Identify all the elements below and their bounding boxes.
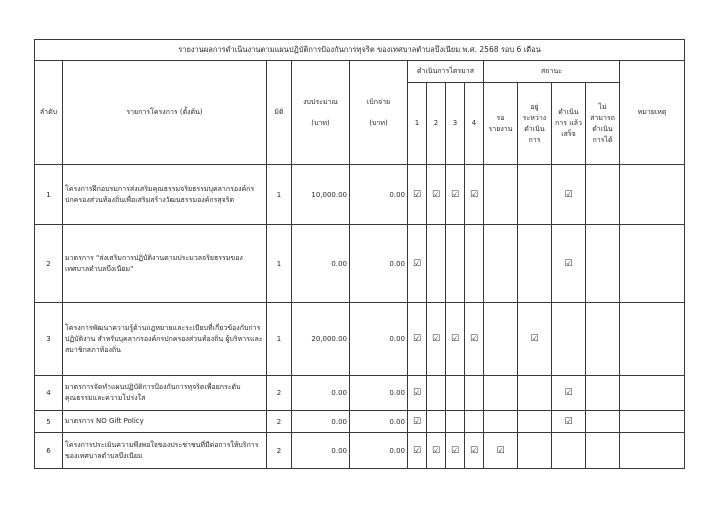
row-remark (620, 225, 685, 303)
row-budget: 10,000.00 (292, 165, 350, 225)
row-remark (620, 303, 685, 376)
row-remark (620, 433, 685, 469)
quarter-cell (408, 411, 427, 433)
status-cell (518, 303, 552, 376)
quarter-cell (465, 411, 484, 433)
checkbox-checked-icon: ☑ (431, 445, 441, 456)
quarter-cell (408, 225, 427, 303)
quarter-cell (465, 165, 484, 225)
header-spent (350, 61, 408, 165)
status-cell (586, 165, 620, 225)
row-remark (620, 165, 685, 225)
row-budget: 0.00 (292, 433, 350, 469)
checkbox-checked-icon: ☑ (496, 445, 505, 456)
status-cell (484, 411, 518, 433)
checkbox-checked-icon: ☑ (469, 189, 479, 200)
quarter-cell (446, 303, 465, 376)
status-cell (484, 303, 518, 376)
report-title: รายงานผลการดำเนินงานตามแผนปฏิบัติการป้องกันการทุจริต ของเทศบาลตำบลบึงเนียม พ.ศ. 2568 รอบ 6 เดือน (35, 40, 685, 61)
table-row (35, 303, 685, 376)
row-project: โครงการฝึกอบรมการส่งเสริมคุณธรรมจริยธรรมบุคลากรองค์กรปกครองส่วนท้องถิ่นเพื่อเสริมสร้างวัฒนธรรมองค์กรสุจริต (63, 165, 267, 225)
row-budget: 0.00 (292, 411, 350, 433)
row-project: โครงการพัฒนาความรู้ด้านกฎหมายและระเบียบที่เกี่ยวข้องกับการปฏิบัติงาน สำหรับบุคลากรองค์กรปกครองส่วนท้องถิ่น ผู้บริหารและสมาชิกสภาท้องถิ่น (63, 303, 267, 376)
row-no: 5 (35, 411, 63, 433)
header-dim: มิติ (267, 61, 292, 165)
quarter-cell (446, 225, 465, 303)
status-cell (586, 225, 620, 303)
header-quarter-3: 3 (446, 83, 465, 165)
header-spent-unit: (บาท) (369, 118, 388, 127)
checkbox-checked-icon: ☑ (431, 189, 441, 200)
status-cell (586, 303, 620, 376)
status-cell (586, 433, 620, 469)
status-cell (484, 433, 518, 469)
row-no: 6 (35, 433, 63, 469)
row-dim: 2 (267, 433, 292, 469)
quarter-cell (465, 376, 484, 411)
header-budget-label: งบประมาณ (303, 97, 338, 106)
quarter-cell (465, 433, 484, 469)
table-row (35, 411, 685, 433)
checkbox-checked-icon: ☑ (450, 189, 460, 200)
status-cell (552, 376, 586, 411)
checkbox-checked-icon: ☑ (412, 334, 422, 344)
quarter-cell (427, 225, 446, 303)
row-project: โครงการประเมินความพึงพอใจของประชาชนที่มีต่อการให้บริการของเทศบาลตำบลบึงเนียม (63, 433, 267, 469)
header-quarter-4: 4 (465, 83, 484, 165)
row-dim: 1 (267, 165, 292, 225)
quarter-cell (427, 433, 446, 469)
status-cell (518, 225, 552, 303)
header-row-1 (35, 61, 685, 83)
row-spent: 0.00 (350, 376, 408, 411)
header-status-in-progress: อยู่ ระหว่าง ดำเนิน การ (518, 83, 552, 165)
header-remark: หมายเหตุ (620, 61, 685, 165)
checkbox-checked-icon: ☑ (412, 445, 422, 456)
checkbox-checked-icon: ☑ (564, 258, 573, 269)
header-no: ลำดับ (35, 61, 63, 165)
quarter-cell (446, 411, 465, 433)
checkbox-checked-icon: ☑ (469, 334, 479, 344)
row-no: 2 (35, 225, 63, 303)
header-status-pending: รอ รายงาน (484, 83, 518, 165)
row-remark (620, 376, 685, 411)
checkbox-checked-icon: ☑ (564, 189, 573, 200)
row-budget: 0.00 (292, 376, 350, 411)
header-status-done: ดำเนิน การ แล้วเสร็จ (552, 83, 586, 165)
status-cell (518, 376, 552, 411)
header-budget (292, 61, 350, 165)
header-project: รายการโครงการ (ตั้งต้น) (63, 61, 267, 165)
checkbox-checked-icon: ☑ (530, 334, 539, 344)
status-cell (518, 433, 552, 469)
row-dim: 2 (267, 376, 292, 411)
status-cell (518, 411, 552, 433)
status-cell (552, 225, 586, 303)
status-cell (552, 411, 586, 433)
status-cell (586, 411, 620, 433)
title-row (35, 40, 685, 61)
row-dim: 1 (267, 225, 292, 303)
quarter-cell (465, 225, 484, 303)
header-budget-unit: (บาท) (311, 118, 330, 127)
checkbox-checked-icon: ☑ (431, 334, 441, 344)
status-cell (586, 376, 620, 411)
status-cell (552, 303, 586, 376)
quarter-cell (408, 433, 427, 469)
checkbox-checked-icon: ☑ (450, 445, 460, 456)
row-spent: 0.00 (350, 165, 408, 225)
header-spent-label: เบิกจ่าย (366, 97, 391, 106)
checkbox-checked-icon: ☑ (412, 416, 422, 427)
header-quarter-group: ดำเนินการไตรมาส (408, 61, 484, 83)
status-cell (518, 165, 552, 225)
status-cell (484, 376, 518, 411)
checkbox-checked-icon: ☑ (564, 388, 573, 398)
quarter-cell (427, 376, 446, 411)
row-dim: 2 (267, 411, 292, 433)
quarter-cell (465, 303, 484, 376)
row-dim: 1 (267, 303, 292, 376)
row-spent: 0.00 (350, 433, 408, 469)
checkbox-checked-icon: ☑ (412, 258, 422, 269)
header-quarter-1: 1 (408, 83, 427, 165)
quarter-cell (427, 303, 446, 376)
row-project: มาตรการ "ส่งเสริมการปฏิบัติงานตามประมวลจริยธรรมของเทศบาลตำบลบึงเนียม" (63, 225, 267, 303)
checkbox-checked-icon: ☑ (469, 445, 479, 456)
quarter-cell (427, 165, 446, 225)
table-row (35, 225, 685, 303)
quarter-cell (427, 411, 446, 433)
table-row (35, 376, 685, 411)
row-no: 3 (35, 303, 63, 376)
row-project: มาตรการจัดทำแผนปฏิบัติการป้องกันการทุจริตเพื่อยกระดับคุณธรรมและความโปร่งใส (63, 376, 267, 411)
status-cell (484, 225, 518, 303)
quarter-cell (446, 433, 465, 469)
checkbox-checked-icon: ☑ (412, 388, 422, 398)
row-budget: 20,000.00 (292, 303, 350, 376)
report-table (34, 39, 685, 469)
quarter-cell (408, 376, 427, 411)
quarter-cell (446, 376, 465, 411)
status-cell (484, 165, 518, 225)
header-status-unable: ไม่ สามารถ ดำเนิน การได้ (586, 83, 620, 165)
row-no: 4 (35, 376, 63, 411)
status-cell (552, 433, 586, 469)
row-spent: 0.00 (350, 225, 408, 303)
quarter-cell (408, 303, 427, 376)
row-no: 1 (35, 165, 63, 225)
header-quarter-2: 2 (427, 83, 446, 165)
status-cell (552, 165, 586, 225)
row-remark (620, 411, 685, 433)
row-spent: 0.00 (350, 303, 408, 376)
row-budget: 0.00 (292, 225, 350, 303)
row-project: มาตรการ NO Gift Policy (63, 411, 267, 433)
quarter-cell (408, 165, 427, 225)
checkbox-checked-icon: ☑ (564, 416, 573, 427)
checkbox-checked-icon: ☑ (450, 334, 460, 344)
table-row (35, 433, 685, 469)
quarter-cell (446, 165, 465, 225)
row-spent: 0.00 (350, 411, 408, 433)
header-status-group: สถานะ (484, 61, 620, 83)
checkbox-checked-icon: ☑ (412, 189, 422, 200)
table-row (35, 165, 685, 225)
